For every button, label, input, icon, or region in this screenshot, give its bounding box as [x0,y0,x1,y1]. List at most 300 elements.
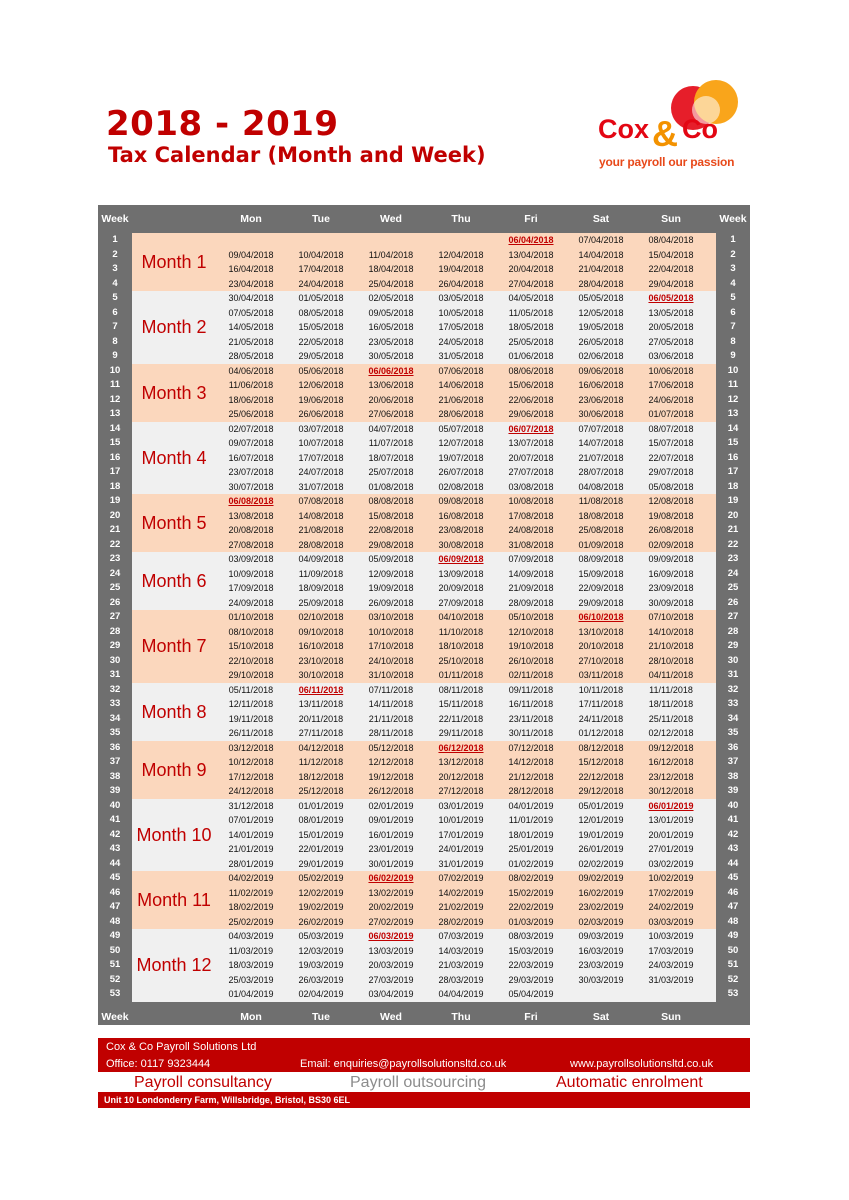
week-number: 47 [727,901,739,912]
week-number: 15 [727,437,739,448]
week-column-header: Week [101,213,129,225]
date-cell: 19/05/2018 [578,322,624,332]
date-cell: 15/12/2018 [578,757,624,767]
week-column-header: Week [101,1011,129,1023]
date-cell: 22/01/2019 [298,844,344,854]
week-number: 40 [109,799,121,811]
date-cell: 12/01/2019 [578,815,624,825]
date-cell: 30/08/2018 [438,539,484,550]
date-cell: 29/07/2018 [648,467,694,477]
week-number: 22 [727,538,739,550]
date-cell: 11/03/2019 [228,945,274,956]
date-cell: 23/01/2019 [368,844,414,854]
pay-day-date-cell: 06/01/2019 [648,800,694,811]
date-cell: 12/05/2018 [578,307,624,318]
date-cell: 02/03/2019 [578,916,624,927]
week-number: 29 [109,640,121,651]
week-number: 35 [727,727,739,738]
date-cell: 25/05/2018 [508,336,554,347]
date-cell: 23/06/2018 [578,394,624,405]
date-cell: 02/05/2018 [368,293,414,303]
date-cell: 10/12/2018 [228,757,274,767]
week-number: 45 [109,872,121,883]
date-cell: 19/03/2019 [298,960,344,970]
date-cell: 28/08/2018 [298,539,344,550]
week-number: 8 [730,335,736,347]
date-cell: 30/04/2018 [228,293,274,303]
date-cell: 07/10/2018 [648,612,694,622]
date-cell: 07/04/2018 [578,235,624,245]
date-cell: 17/08/2018 [508,510,554,521]
date-cell: 07/12/2018 [508,742,554,753]
date-cell: 14/11/2018 [368,699,414,709]
month-label: Month 7 [141,636,207,656]
week-number: 20 [727,509,739,521]
date-cell: 01/07/2018 [648,409,694,419]
date-cell: 23/03/2019 [578,960,624,970]
week-number: 46 [109,886,121,898]
week-number: 14 [109,422,121,434]
email-link[interactable]: Email: enquiries@payrollsolutionsltd.co.uk [300,1058,507,1070]
date-cell: 14/08/2018 [298,510,344,521]
date-cell: 08/12/2018 [578,742,624,753]
logo-mark [598,80,748,155]
date-cell: 10/06/2018 [648,365,694,376]
date-cell: 01/02/2019 [508,858,554,869]
date-cell: 29/05/2018 [298,351,344,361]
date-cell: 09/03/2019 [578,931,624,941]
date-cell: 07/08/2018 [298,496,344,506]
date-cell: 27/01/2019 [648,844,694,854]
date-cell: 31/01/2019 [438,858,484,869]
date-cell: 25/10/2018 [438,655,484,666]
week-number: 11 [109,379,121,390]
service-payroll-outsourcing: Payroll outsourcing [350,1074,487,1091]
date-cell: 03/05/2018 [438,293,484,303]
date-cell: 16/04/2018 [228,264,274,274]
svg-text:&: & [652,113,678,154]
week-number: 5 [730,292,736,303]
date-cell: 29/12/2018 [578,786,624,796]
week-number: 51 [109,959,121,970]
date-cell: 29/03/2019 [508,974,554,985]
date-cell: 15/10/2018 [228,641,274,651]
date-cell: 27/11/2018 [298,728,344,738]
date-cell: 09/02/2019 [578,873,624,883]
date-cell: 22/09/2018 [578,583,624,593]
week-number: 37 [727,756,739,767]
week-number: 23 [109,553,121,564]
date-cell: 21/02/2019 [438,902,484,912]
date-cell [216,233,286,248]
date-cell: 22/10/2018 [228,655,274,666]
pay-day-date-cell: 06/12/2018 [438,742,484,753]
date-cell: 23/07/2018 [228,467,274,477]
pay-day-date-cell: 06/07/2018 [508,423,554,434]
date-cell: 15/05/2018 [298,322,344,332]
date-cell: 26/01/2019 [578,844,624,854]
week-number: 32 [109,683,121,695]
date-cell: 04/02/2019 [228,873,274,883]
date-cell: 18/10/2018 [438,641,484,651]
date-cell: 28/02/2019 [438,916,484,927]
date-cell: 25/03/2019 [228,974,274,985]
week-number: 5 [112,292,118,303]
week-number: 30 [727,654,739,666]
day-header-fri: Fri [524,1011,538,1023]
date-cell: 18/06/2018 [228,394,274,405]
month-label: Month 5 [141,513,207,533]
date-cell: 11/05/2018 [508,307,554,318]
date-cell: 15/11/2018 [438,699,484,709]
week-number: 42 [109,828,121,840]
pay-day-date-cell: 06/08/2018 [228,496,274,506]
day-header-sat: Sat [592,1011,610,1023]
date-cell: 05/06/2018 [298,365,344,376]
month-label: Month 3 [141,382,207,403]
date-cell: 02/04/2019 [298,989,344,999]
date-cell: 13/09/2018 [438,568,484,579]
week-number: 19 [727,495,739,506]
week-number: 4 [730,277,736,289]
svg-text:Co: Co [682,114,718,144]
date-cell: 18/03/2019 [228,960,274,970]
week-number: 1 [112,234,118,245]
week-number: 21 [109,524,121,535]
date-cell: 05/07/2018 [438,423,484,434]
date-cell: 16/01/2019 [368,829,414,840]
date-cell: 07/11/2018 [368,684,414,695]
week-number: 20 [109,509,121,521]
week-number: 27 [727,611,739,622]
date-cell: 23/02/2019 [578,902,624,912]
date-cell [636,987,706,1002]
pay-day-date-cell: 06/11/2018 [298,684,344,695]
date-cell: 18/04/2018 [368,264,414,274]
date-cell: 01/08/2018 [368,481,414,492]
date-cell: 30/09/2018 [648,597,694,608]
date-cell: 26/06/2018 [298,409,344,419]
date-cell: 07/01/2019 [228,815,274,825]
date-cell: 14/09/2018 [508,568,554,579]
date-cell: 15/06/2018 [508,380,554,390]
week-number: 51 [727,959,739,970]
date-cell: 21/01/2019 [228,844,274,854]
date-cell: 31/08/2018 [508,539,554,550]
date-cell: 29/08/2018 [368,539,414,550]
date-cell: 10/01/2019 [438,815,484,825]
week-number: 22 [109,538,121,550]
date-cell: 04/09/2018 [298,554,344,564]
date-cell: 05/12/2018 [368,742,414,753]
date-cell: 07/03/2019 [438,931,484,941]
week-number: 26 [727,596,739,608]
week-number: 13 [109,408,121,419]
pay-day-date-cell: 06/10/2018 [578,612,624,622]
date-cell: 22/11/2018 [438,713,484,724]
week-number: 39 [727,785,739,796]
day-header-mon: Mon [240,1011,262,1023]
date-cell: 17/09/2018 [228,583,274,593]
date-cell: 19/07/2018 [438,452,484,463]
week-number: 33 [727,698,739,709]
week-number: 11 [727,379,739,390]
day-header-sun: Sun [661,1011,681,1023]
table-footer-header [98,1003,750,1031]
website-link[interactable]: www.payrollsolutionsltd.co.uk [570,1058,714,1070]
date-cell: 04/04/2019 [438,989,484,999]
date-cell: 14/02/2019 [438,887,484,898]
address-bar [98,1092,750,1108]
date-cell: 11/12/2018 [298,757,344,767]
table-header [98,205,750,233]
week-number: 3 [730,263,736,274]
date-cell [286,233,356,248]
date-cell: 15/02/2019 [508,887,554,898]
date-cell: 22/04/2018 [648,264,694,274]
date-cell: 16/05/2018 [368,322,414,332]
date-cell: 05/01/2019 [578,800,624,811]
date-cell: 04/05/2018 [508,293,554,303]
date-cell: 24/03/2019 [648,960,694,970]
pay-day-date-cell: 06/05/2018 [648,293,694,303]
date-cell: 28/04/2018 [578,278,624,289]
date-cell: 05/04/2019 [508,989,554,999]
date-cell: 28/03/2019 [438,974,484,985]
date-cell: 18/12/2018 [298,771,344,782]
date-cell: 03/08/2018 [508,481,554,492]
date-cell: 09/04/2018 [228,249,274,260]
date-cell: 29/06/2018 [508,409,554,419]
date-cell: 01/09/2018 [578,539,624,550]
date-cell: 27/06/2018 [368,409,414,419]
date-cell: 20/12/2018 [438,771,484,782]
date-cell: 03/12/2018 [228,742,274,753]
date-cell: 03/04/2019 [368,989,414,999]
date-cell: 09/06/2018 [578,365,624,376]
date-cell: 05/10/2018 [508,612,554,622]
date-cell: 18/09/2018 [298,583,344,593]
week-number: 17 [727,466,739,477]
week-number: 7 [730,321,736,332]
company-address: Unit 10 Londonderry Farm, Willsbridge, Bristol, BS30 6EL [104,1095,350,1105]
date-cell: 26/11/2018 [228,728,274,738]
week-number: 23 [727,553,739,564]
date-cell: 17/10/2018 [368,641,414,651]
date-cell: 23/05/2018 [368,336,414,347]
date-cell: 22/02/2019 [508,902,554,912]
date-cell: 15/07/2018 [648,438,694,448]
date-cell: 26/04/2018 [438,278,484,289]
date-cell: 19/01/2019 [578,829,624,840]
date-cell: 08/05/2018 [298,307,344,318]
date-cell: 19/08/2018 [648,510,694,521]
date-cell: 04/01/2019 [508,800,554,811]
date-cell: 21/08/2018 [298,525,344,535]
date-cell: 26/02/2019 [298,916,344,927]
date-cell: 14/07/2018 [578,438,624,448]
week-number: 18 [109,480,121,492]
date-cell: 22/08/2018 [368,525,414,535]
company-name: Cox & Co Payroll Solutions Ltd [106,1041,257,1053]
date-cell: 24/10/2018 [368,655,414,666]
date-cell: 08/04/2018 [648,235,694,245]
date-cell: 09/07/2018 [228,438,274,448]
date-cell: 19/06/2018 [298,394,344,405]
date-cell: 11/11/2018 [649,684,693,695]
week-number: 19 [109,495,121,506]
day-header-mon: Mon [240,213,262,225]
date-cell: 03/07/2018 [298,423,344,434]
week-number: 27 [109,611,121,622]
date-cell: 31/05/2018 [438,351,484,361]
date-cell: 20/03/2019 [368,960,414,970]
week-number: 12 [109,393,121,405]
date-cell: 03/06/2018 [648,351,694,361]
date-cell: 13/12/2018 [438,757,484,767]
date-cell: 04/03/2019 [228,931,274,941]
week-number: 38 [109,770,121,782]
date-cell: 14/04/2018 [578,249,624,260]
date-cell: 17/04/2018 [298,264,344,274]
date-cell: 01/01/2019 [298,800,344,811]
date-cell: 13/06/2018 [368,380,414,390]
date-cell: 24/05/2018 [438,336,484,347]
week-number: 34 [109,712,121,724]
date-cell: 22/12/2018 [578,771,624,782]
week-number: 17 [109,466,121,477]
pay-day-date-cell: 06/09/2018 [438,554,484,564]
date-cell: 16/12/2018 [648,757,694,767]
date-cell: 31/12/2018 [228,800,274,811]
page-subtitle: Tax Calendar (Month and Week) [108,143,486,167]
date-cell: 24/07/2018 [298,467,344,477]
date-cell: 13/05/2018 [648,307,694,318]
date-cell: 01/03/2019 [508,916,554,927]
week-number: 24 [727,567,739,579]
date-cell: 17/05/2018 [438,322,484,332]
week-number: 24 [109,567,121,579]
week-number: 18 [727,480,739,492]
date-cell: 03/03/2019 [648,916,694,927]
week-number: 3 [112,263,118,274]
date-cell: 13/10/2018 [578,626,624,637]
week-number: 31 [109,669,121,680]
date-cell: 25/08/2018 [578,525,624,535]
month-label: Month 2 [141,317,207,337]
date-cell: 17/06/2018 [648,380,694,390]
date-cell: 07/02/2019 [438,873,484,883]
month-label: Month 6 [141,571,207,591]
date-cell: 30/03/2019 [578,974,624,985]
week-number: 12 [727,393,739,405]
week-number: 9 [730,350,736,361]
week-number: 48 [109,915,121,927]
week-number: 26 [109,596,121,608]
date-cell: 10/04/2018 [298,249,344,260]
date-cell: 02/11/2018 [508,670,554,680]
date-cell: 03/02/2019 [648,858,694,869]
pay-day-date-cell: 06/06/2018 [368,365,414,376]
week-number: 49 [109,930,121,941]
date-cell: 11/06/2018 [228,380,274,390]
date-cell: 07/05/2018 [228,307,274,318]
date-cell: 26/07/2018 [438,467,484,477]
date-cell: 16/11/2018 [508,699,554,709]
week-number: 2 [730,248,736,260]
date-cell: 07/06/2018 [438,365,484,376]
date-cell: 02/01/2019 [368,800,414,811]
date-cell: 09/11/2018 [508,684,554,695]
date-cell: 26/12/2018 [368,786,414,796]
date-cell: 17/01/2019 [438,829,484,840]
date-cell: 21/07/2018 [578,452,624,463]
date-cell: 05/02/2019 [298,873,344,883]
date-cell: 21/06/2018 [438,394,484,405]
date-cell: 20/08/2018 [228,525,274,535]
date-cell: 31/07/2018 [298,481,344,492]
date-cell: 22/05/2018 [298,336,344,347]
week-number: 31 [727,669,739,680]
date-cell: 19/04/2018 [438,264,484,274]
date-cell: 27/08/2018 [228,539,274,550]
date-cell: 04/07/2018 [368,423,414,434]
date-cell: 09/10/2018 [298,626,344,637]
week-number: 25 [109,582,121,593]
date-cell: 19/12/2018 [368,771,414,782]
day-header-wed: Wed [380,1011,402,1023]
date-cell: 08/10/2018 [228,626,274,637]
date-cell [426,233,496,248]
date-cell: 25/02/2019 [228,916,274,927]
week-number: 53 [727,988,739,999]
date-cell: 26/03/2019 [298,974,344,985]
date-cell: 14/03/2019 [438,945,484,956]
week-number: 46 [727,886,739,898]
date-cell: 16/07/2018 [228,452,274,463]
week-number: 4 [112,277,118,289]
date-cell: 17/12/2018 [228,771,274,782]
date-cell: 13/01/2019 [648,815,694,825]
date-cell: 08/01/2019 [298,815,344,825]
date-cell: 28/11/2018 [368,728,414,738]
week-number: 10 [727,364,739,376]
week-number: 16 [727,451,739,463]
date-cell: 29/11/2018 [438,728,484,738]
date-cell: 09/05/2018 [368,307,414,318]
week-number: 49 [727,930,739,941]
date-cell: 27/04/2018 [508,278,554,289]
date-cell: 07/07/2018 [578,423,624,434]
date-cell: 23/09/2018 [648,583,694,593]
date-cell: 02/10/2018 [298,612,344,622]
date-cell: 21/12/2018 [508,771,554,782]
date-cell: 09/08/2018 [438,496,484,506]
date-cell: 21/11/2018 [368,713,414,724]
date-cell: 18/07/2018 [368,452,414,463]
date-cell: 03/09/2018 [228,554,274,564]
date-cell: 16/08/2018 [438,510,484,521]
week-number: 40 [727,799,739,811]
date-cell: 17/11/2018 [578,699,624,709]
date-cell: 12/04/2018 [438,249,484,260]
date-cell: 01/12/2018 [578,728,624,738]
date-cell: 19/10/2018 [508,641,554,651]
week-number: 9 [112,350,118,361]
date-cell: 11/08/2018 [578,496,624,506]
date-cell: 29/09/2018 [578,597,624,608]
day-header-tue: Tue [312,1011,330,1023]
